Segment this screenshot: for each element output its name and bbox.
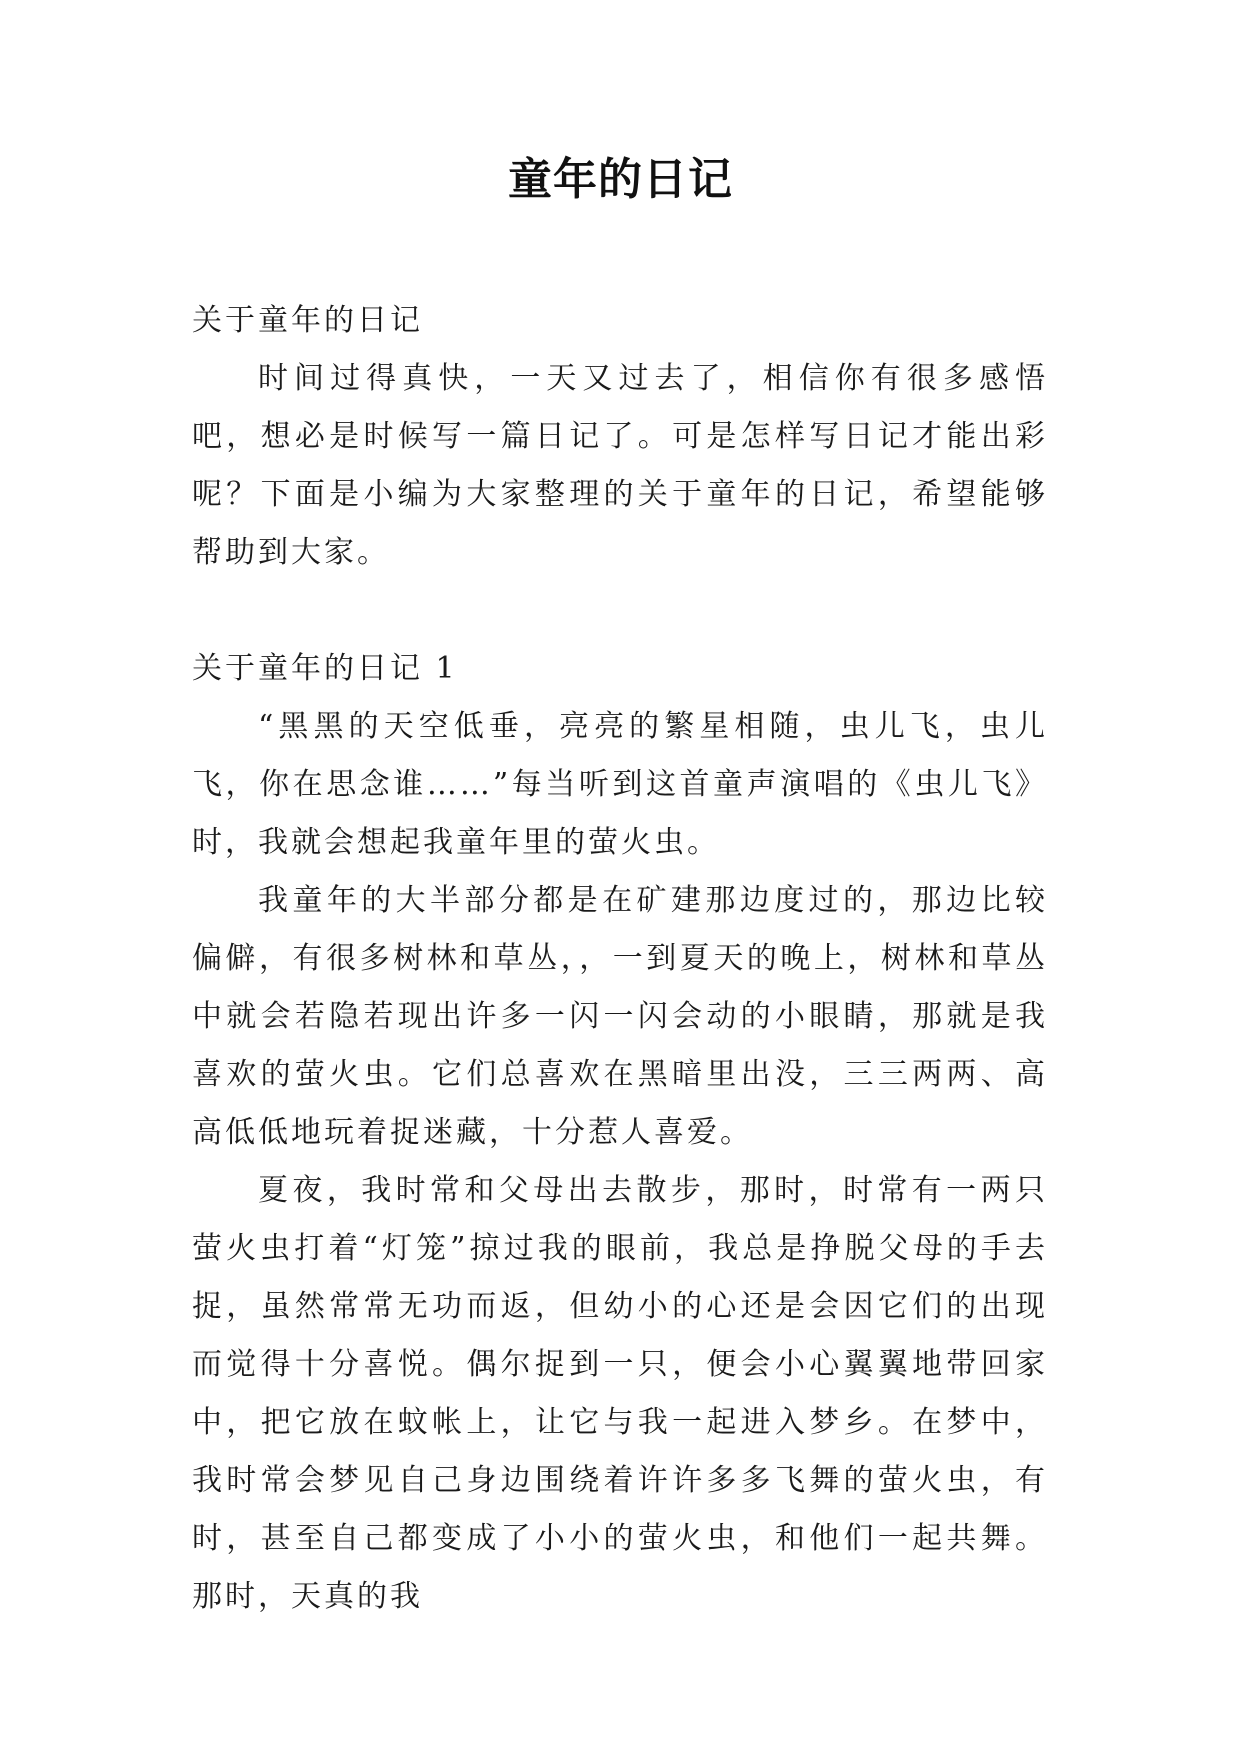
- section-spacer: [192, 582, 1048, 640]
- entry-paragraph: 我童年的大半部分都是在矿建那边度过的，那边比较偏僻，有很多树林和草丛，，一到夏天的晚上，树林和草丛中就会若隐若现出许多一闪一闪会动的小眼睛，那就是我喜欢的萤火虫。它们总喜欢在黑暗里出没，三三两两、高高低低地玩着捉迷藏，十分惹人喜爱。: [192, 883, 1048, 1150]
- entry-heading: 关于童年的日记 1: [192, 651, 458, 686]
- entry-paragraph: “黑黑的天空低垂，亮亮的繁星相随，虫儿飞，虫儿飞，你在思念谁……”每当听到这首童声演唱的《虫儿飞》时，我就会想起我童年里的萤火虫。: [192, 709, 1048, 860]
- intro-heading: 关于童年的日记: [192, 303, 423, 338]
- intro-paragraph: 时间过得真快，一天又过去了，相信你有很多感悟吧，想必是时候写一篇日记了。可是怎样写日记才能出彩呢？下面是小编为大家整理的关于童年的日记，希望能够帮助到大家。: [192, 361, 1048, 570]
- document-body: [192, 292, 1048, 1626]
- document-title: 童年的日记: [508, 154, 733, 205]
- entry-paragraph: 夏夜，我时常和父母出去散步，那时，时常有一两只萤火虫打着“灯笼”掠过我的眼前，我总是挣脱父母的手去捉，虽然常常无功而返，但幼小的心还是会因它们的出现而觉得十分喜悦。偶尔捉到一只，便会小心翼翼地带回家中，把它放在蚊帐上，让它与我一起进入梦乡。在梦中，我时常会梦见自己身边围绕着许许多多飞舞的萤火虫，有时，甚至自己都变成了小小的萤火虫，和他们一起共舞。那时，天真的我: [192, 1173, 1048, 1614]
